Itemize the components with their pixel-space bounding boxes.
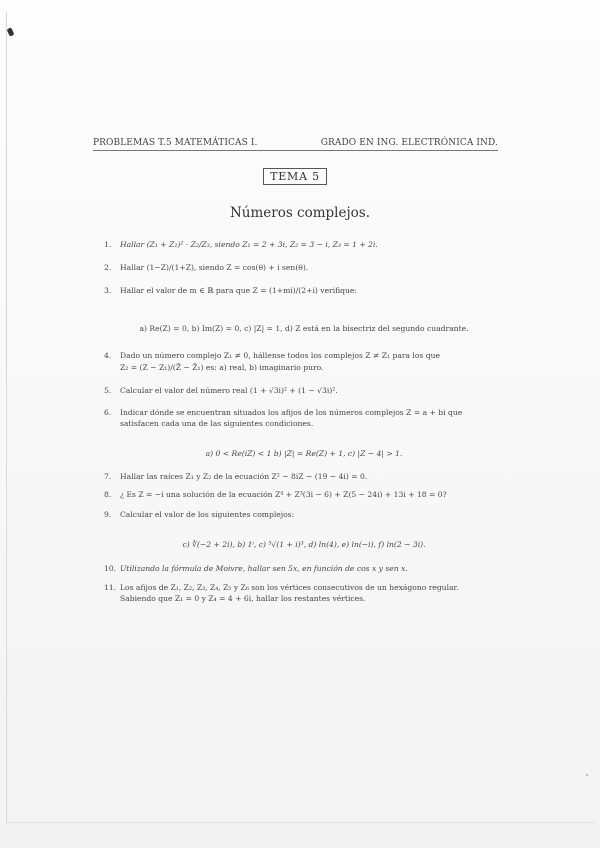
problem-9-values: c) ∛(−2 + 2i), b) 1ⁱ, c) ⁵√(1 + i)³, d) ln(4), e) ln(−i), f) ln(2 − 3i). [182, 540, 426, 549]
header-left: PROBLEMAS T.5 MATEMÁTICAS I. [93, 138, 258, 148]
problem-number: 9. [104, 510, 112, 519]
problem-text-cont: Sabiendo que Z₁ = 0 y Z₄ = 4 + 6i, hallar los restantes vértices. [120, 594, 366, 603]
tema-label: TEMA 5 [263, 168, 327, 185]
problem-number: 11. [104, 583, 117, 592]
problem-number: 6. [104, 408, 112, 417]
scan-mark [7, 27, 15, 36]
problem-text: Indicar dónde se encuentran situados los afijos de los números complejos Z = a + bi que [120, 408, 463, 417]
problem-text: Utilizando la fórmula de Moivre, hallar sen 5x, en función de cos x y sen x. [120, 564, 408, 573]
problem-6-conditions: a) 0 < Re(iZ) < 1 b) |Z| = Re(Z) + 1, c) |Z − 4| > 1. [205, 449, 403, 458]
page-title: Números complejos. [229, 205, 371, 221]
header-right: GRADO EN ING. ELECTRÓNICA IND. [320, 138, 498, 148]
scan-edge-bottom [6, 822, 596, 823]
problem-text-cont: satisfacen cada una de las siguientes condiciones. [120, 419, 314, 428]
problem-number: 7. [104, 472, 112, 481]
problem-text: Hallar las raíces Z₁ y Z₂ de la ecuación Z² − 8iZ − (19 − 4i) = 0. [120, 472, 368, 481]
problem-number: 1. [104, 240, 112, 249]
scan-speck [586, 774, 588, 776]
scan-edge-left [6, 12, 7, 822]
problem-number: 5. [104, 386, 112, 395]
problem-text: Hallar (1−Z)/(1+Z), siendo Z = cos(θ) + i sen(θ). [120, 263, 309, 272]
problem-number: 3. [104, 286, 112, 295]
problem-text-cont: Z₂ = (Z − Z₁)/(Z̄ − Z̄₁) es: a) real, b) imaginario puro. [120, 363, 324, 372]
problem-number: 4. [104, 351, 112, 360]
problem-text: Los afijos de Z₁, Z₂, Z₃, Z₄, Z₅ y Z₆ son los vértices consecutivos de un hexágono regular. [120, 583, 459, 592]
problem-3-options: a) Re(Z) = 0, b) Im(Z) = 0, c) |Z| = 1, d) Z está en la bisectriz del segundo cuadrante. [139, 324, 469, 333]
problem-text: Calcular el valor del número real (1 + √3i)² + (1 − √3i)². [120, 386, 338, 395]
problem-text: Dado un número complejo Z₁ ≠ 0, hállense todos los complejos Z ≠ Z₁ para los que [120, 351, 440, 360]
problem-text: Hallar el valor de m ∈ ℝ para que Z = (1+mi)/(2+i) verifique: [120, 286, 357, 295]
problem-text: Calcular el valor de los siguientes complejos: [120, 510, 295, 519]
page-header [93, 138, 498, 151]
problem-number: 10. [104, 564, 117, 573]
problem-text: ¿ Es Z = −i una solución de la ecuación Z⁴ + Z³(3i − 6) + Z(5 − 24i) + 13i + 18 = 0? [120, 490, 447, 499]
problem-number: 8. [104, 490, 112, 499]
problem-number: 2. [104, 263, 112, 272]
problem-text: Hallar (Z₁ + Z₂)² · Z₂/Z₃, siendo Z₁ = 2 + 3i, Z₂ = 3 − i, Z₃ = 1 + 2i. [120, 240, 378, 249]
